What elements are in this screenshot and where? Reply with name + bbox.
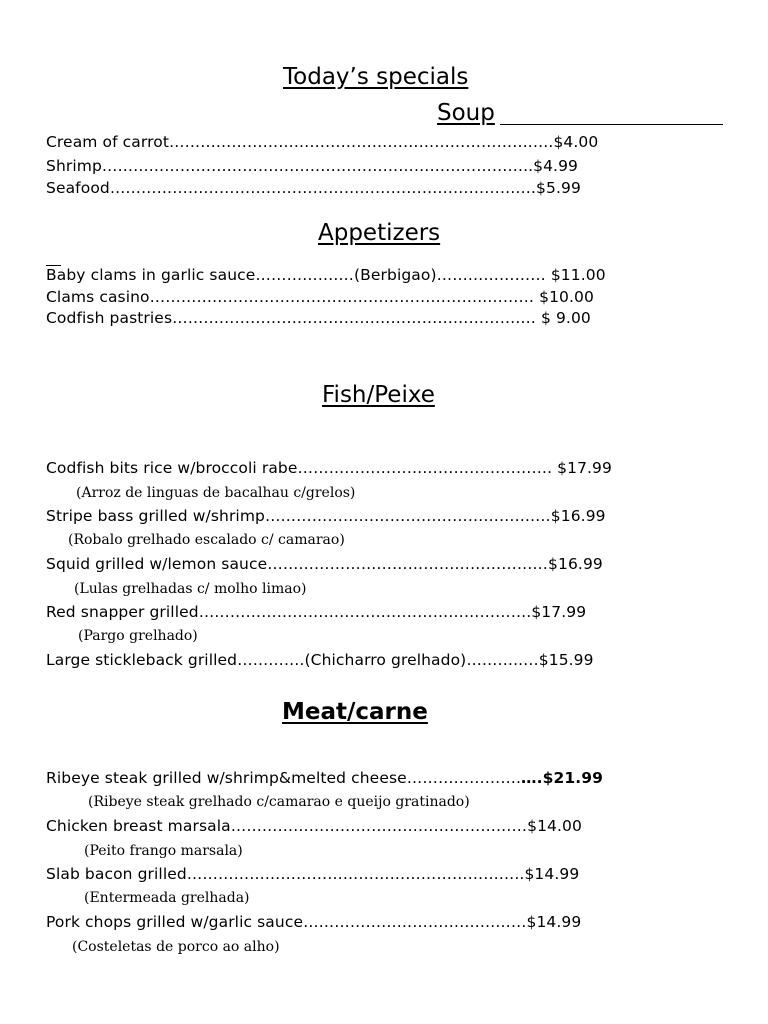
meat-item: Chicken breast marsala…………………………………………………$14.00 bbox=[46, 817, 582, 835]
meat-item-translation: (Ribeye steak grelhado c/camarao e queijo gratinado) bbox=[88, 794, 470, 810]
fish-item-translation: (Lulas grelhadas c/ molho limao) bbox=[74, 581, 307, 597]
meat-item-translation: (Peito frango marsala) bbox=[84, 843, 243, 859]
meat-item-price: ….$21.99 bbox=[521, 769, 604, 787]
fish-item: Squid grilled w/lemon sauce………………………………………………$16.99 bbox=[46, 555, 603, 573]
meat-heading: Meat/carne bbox=[282, 699, 428, 725]
fish-item-translation: (Arroz de linguas de bacalhau c/grelos) bbox=[76, 485, 356, 501]
meat-item: Pork chops grilled w/garlic sauce……………………………….……$14.99 bbox=[46, 913, 582, 931]
meat-item-translation: (Entermeada grelhada) bbox=[84, 890, 250, 906]
fish-item: Large stickleback grilled………….(Chicharro grelhado)………..…$15.99 bbox=[46, 651, 594, 669]
fish-item: Stripe bass grilled w/shrimp…………………………………………….…$16.99 bbox=[46, 507, 606, 525]
fish-item-translation: (Robalo grelhado escalado c/ camarao) bbox=[68, 532, 345, 548]
page-title: Today’s specials bbox=[283, 64, 469, 90]
soup-item: Cream of carrot…………………………………………………………….….$4.00 bbox=[46, 133, 599, 151]
fish-item: Red snapper grilled……………………………………………………….$17.99 bbox=[46, 603, 587, 621]
fish-item: Codfish bits rice w/broccoli rabe…………………………………………. $17.99 bbox=[46, 459, 612, 477]
soup-heading: Soup bbox=[437, 100, 495, 126]
meat-item: Slab bacon grilled………………………………………………………..$14.99 bbox=[46, 865, 580, 883]
fish-heading: Fish/Peixe bbox=[322, 382, 435, 408]
appetizer-item: Baby clams in garlic sauce…………….…(Berbigao)………………… $11.00 bbox=[46, 266, 606, 284]
appetizer-item: Clams casino………………………………………………………..……… $10.00 bbox=[46, 288, 594, 306]
soup-item: Shrimp………………………………………………………………………..$4.99 bbox=[46, 157, 579, 175]
meat-item-translation: (Costeletas de porco ao alho) bbox=[72, 939, 280, 955]
fish-item-translation: (Pargo grelhado) bbox=[78, 628, 198, 644]
meat-item bbox=[46, 769, 603, 787]
soup-item: Seafood……………………………………………………………………….$5.99 bbox=[46, 179, 581, 197]
soup-heading-rule bbox=[500, 124, 723, 125]
appetizer-item: Codfish pastries………………………………………………………….… $ 9.00 bbox=[46, 309, 591, 327]
meat-item-text: Ribeye steak grilled w/shrimp&melted cheese…………………. bbox=[46, 769, 521, 787]
appetizers-heading: Appetizers bbox=[318, 220, 441, 246]
